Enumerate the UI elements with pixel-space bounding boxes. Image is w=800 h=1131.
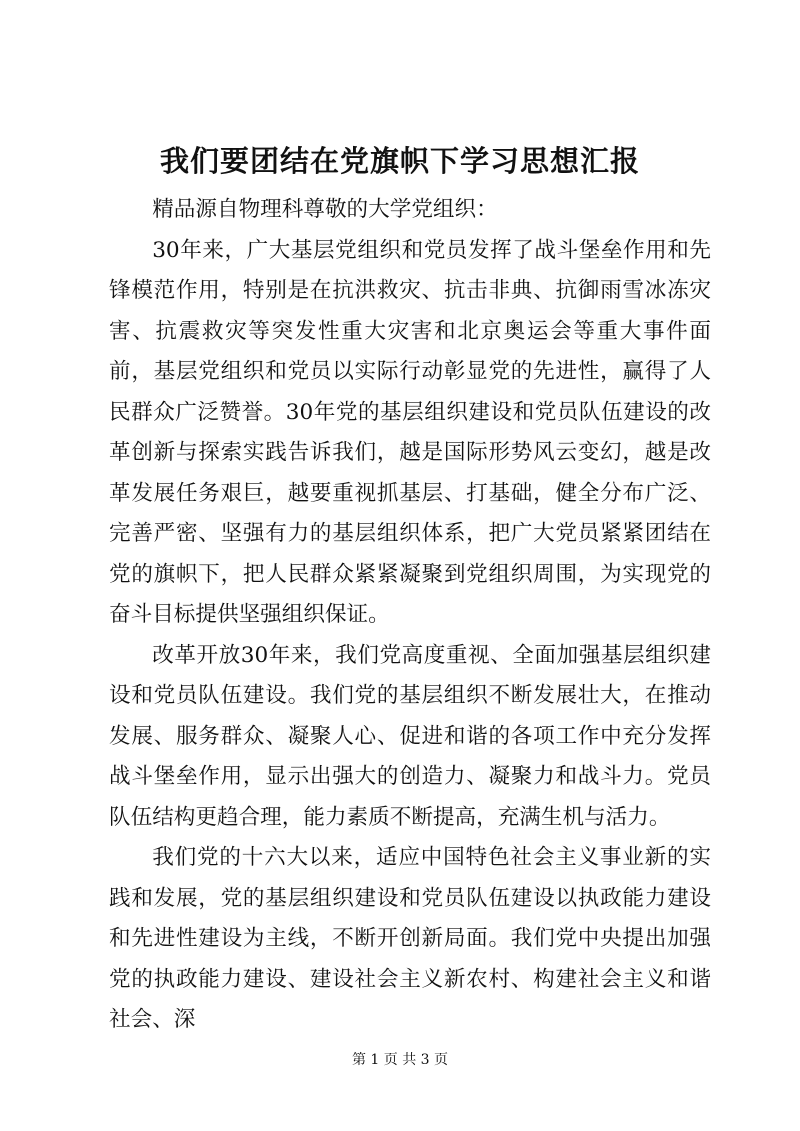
paragraph-1: 30年来，广大基层党组织和党员发挥了战斗堡垒作用和先锋模范作用，特别是在抗洪救灾、抗击非典、抗御雨雪冰冻灾害、抗震救灾等突发性重大灾害和北京奥运会等重大事件面前，基层党组织和党员以实际行动彰显党的先进性，赢得了人民群众广泛赞誉。30年党的基层组织建设和党员队伍建设的改革创新与探索实践告诉我们，越是国际形势风云变幻，越是改革发展任务艰巨，越要重视抓基层、打基础，健全分布广泛、完善严密、坚强有力的基层组织体系，把广大党员紧紧团结在党的旗帜下，把人民群众紧紧凝聚到党组织周围，为实现党的奋斗目标提供坚强组织保证。 — [109, 237, 711, 627]
document-title: 我们要团结在党旗帜下学习思想汇报 — [159, 144, 640, 178]
paragraph-salutation: 精品源自物理科尊敬的大学党组织： — [152, 197, 498, 222]
page-footer: 第 1 页 共 3 页 — [351, 1052, 449, 1068]
paragraph-2: 改革开放30年来，我们党高度重视、全面加强基层组织建设和党员队伍建设。我们党的基层组织不断发展壮大，在推动发展、服务群众、凝聚人心、促进和谐的各项工作中充分发挥战斗堡垒作用，显示出强大的创造力、凝聚力和战斗力。党员队伍结构更趋合理，能力素质不断提高，充满生机与活力。 — [109, 642, 711, 830]
paragraph-3: 我们党的十六大以来，适应中国特色社会主义事业新的实践和发展，党的基层组织建设和党员队伍建设以执政能力建设和先进性建设为主线，不断开创新局面。我们党中央提出加强党的执政能力建设、建设社会主义新农村、构建社会主义和谐社会、深 — [109, 845, 711, 1032]
document-body — [109, 190, 711, 1041]
